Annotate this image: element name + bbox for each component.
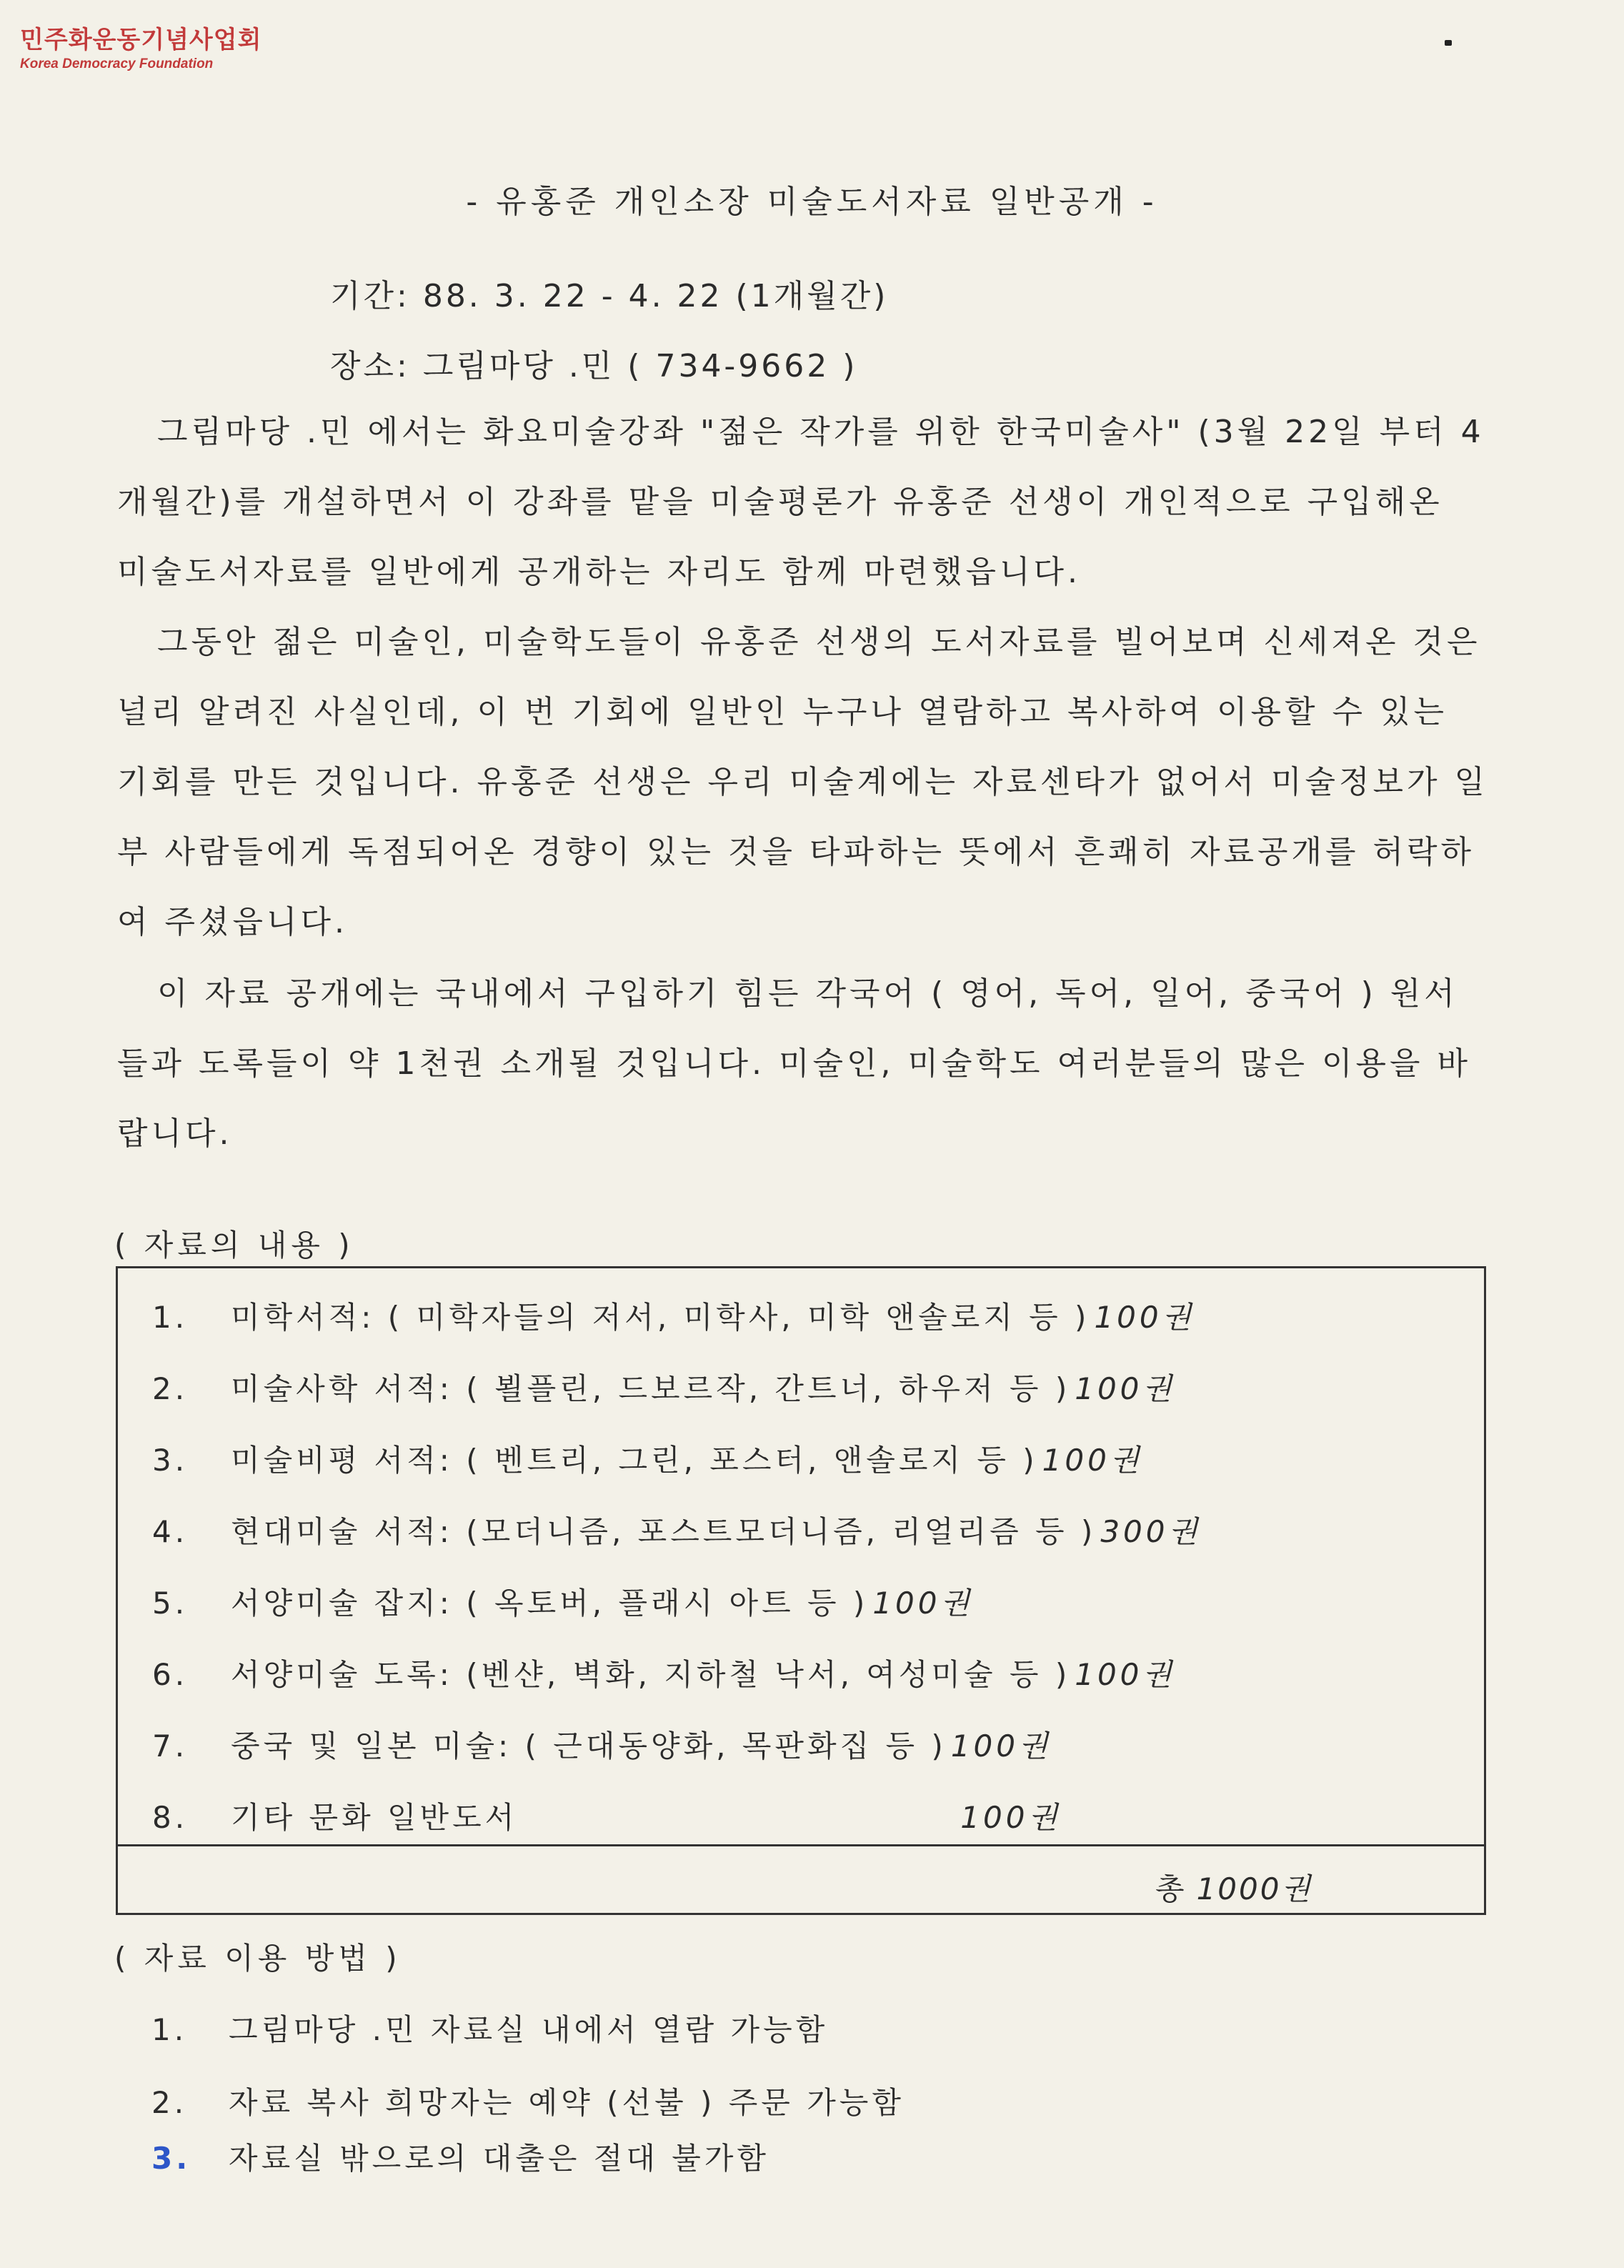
usage-item	[151, 2006, 828, 2049]
content-item	[152, 1794, 1061, 1837]
item-amount: 100권	[1042, 1443, 1143, 1478]
content-item	[152, 1294, 1195, 1337]
item-amount: 100권	[1075, 1657, 1175, 1692]
item-number: 6.	[152, 1657, 189, 1692]
item-text: 현대미술 서적: (모더니즘, 포스트모더니즘, 리얼리즘 등 )	[231, 1514, 1097, 1549]
usage-heading: ( 자료 이용 방법 )	[114, 1941, 402, 1976]
usage-item	[151, 2135, 769, 2178]
item-amount: 100권	[872, 1586, 974, 1621]
item-number: 8.	[152, 1800, 189, 1835]
usage-number: 3.	[151, 2141, 191, 2176]
usage-text: 자료 복사 희망자는 예약 (선불 ) 주문 가능함	[229, 2085, 905, 2120]
usage-text: 그림마당 .민 자료실 내에서 열람 가능함	[229, 2012, 829, 2047]
watermark-english: Korea Democracy Foundation	[20, 56, 214, 71]
item-number: 1.	[152, 1300, 189, 1335]
item-amount: 100권	[960, 1800, 1062, 1835]
item-text: 서양미술 도록: (벤샨, 벽화, 지하철 낙서, 여성미술 등 )	[231, 1657, 1071, 1692]
item-amount: 100권	[1075, 1371, 1175, 1406]
item-number: 3.	[152, 1443, 189, 1478]
item-text: 미술사학 서적: ( 뵐플린, 드보르작, 간트너, 하우저 등 )	[231, 1371, 1071, 1406]
item-amount: 100권	[1094, 1300, 1195, 1335]
paragraph-3: 이 자료 공개에는 국내에서 구입하기 힘든 각국어 ( 영어, 독어, 일어, 중국어 ) 원서들과 도록들이 약 1천권 소개될 것입니다. 미술인, 미술학도 여러분들의 많은 이용을 바랍니다.	[117, 975, 1471, 1152]
total-divider	[118, 1844, 1484, 1846]
content-item	[152, 1508, 1201, 1551]
usage-text: 자료실 밖으로의 대출은 절대 불가함	[229, 2141, 769, 2176]
total-line	[1155, 1866, 1312, 1909]
ink-dot	[1445, 40, 1452, 46]
item-text: 미술비평 서적: ( 벤트리, 그린, 포스터, 앤솔로지 등 )	[231, 1443, 1038, 1478]
paragraph-1: 그림마당 .민 에서는 화요미술강좌 "젊은 작가를 위한 한국미술사" (3월 22일 부터 4개월간)를 개설하면서 이 강좌를 맡을 미술평론가 유홍준 선생이 개인적으로 구입해온 미술도서자료를 일반에게 공개하는 자리도 함께 마련했읍니다.	[117, 414, 1485, 590]
place-line: 장소: 그림마당 .민 ( 734-9662 )	[330, 348, 858, 384]
contents-heading: ( 자료의 내용 )	[114, 1228, 354, 1263]
content-item	[152, 1723, 1052, 1766]
period-line: 기간: 88. 3. 22 - 4. 22 (1개월간)	[330, 278, 889, 314]
usage-item	[151, 2079, 905, 2122]
item-text: 기타 문화 일반도서	[231, 1800, 518, 1835]
document-title: - 유홍준 개인소장 미술도서자료 일반공개 -	[466, 184, 1158, 220]
total-label: 총	[1155, 1871, 1187, 1906]
item-amount: 300권	[1100, 1514, 1202, 1549]
content-item	[152, 1651, 1175, 1694]
content-item	[152, 1580, 973, 1623]
item-text: 중국 및 일본 미술: ( 근대동양화, 목판화집 등 )	[231, 1729, 947, 1764]
content-item	[152, 1366, 1175, 1408]
item-number: 7.	[152, 1729, 189, 1764]
item-number: 4.	[152, 1514, 189, 1549]
total-amount: 1000권	[1196, 1871, 1313, 1906]
item-number: 2.	[152, 1371, 189, 1406]
watermark-korean: 민주화운동기념사업회	[20, 26, 262, 54]
item-number: 5.	[152, 1586, 189, 1621]
usage-number: 2.	[151, 2085, 188, 2120]
contents-table	[116, 1266, 1486, 1915]
item-text: 서양미술 잡지: ( 옥토버, 플래시 아트 등 )	[231, 1586, 869, 1621]
watermark-logo	[20, 20, 261, 72]
usage-number: 1.	[151, 2012, 188, 2047]
item-amount: 100권	[950, 1729, 1052, 1764]
content-item	[152, 1437, 1142, 1480]
item-text: 미학서적: ( 미학자들의 저서, 미학사, 미학 앤솔로지 등 )	[231, 1300, 1090, 1335]
paragraph-2: 그동안 젊은 미술인, 미술학도들이 유홍준 선생의 도서자료를 빌어보며 신세져온 것은 널리 알려진 사실인데, 이 번 기회에 일반인 누구나 열람하고 복사하여 이용할 수 있는 기회를 만든 것입니다. 유홍준 선생은 우리 미술계에는 자료센타가 없어서 미술정보가 일부 사람들에게 독점되어온 경향이 있는 것을 타파하는 뜻에서 흔쾌히 자료공개를 허락하여 주셨읍니다.	[117, 624, 1488, 940]
